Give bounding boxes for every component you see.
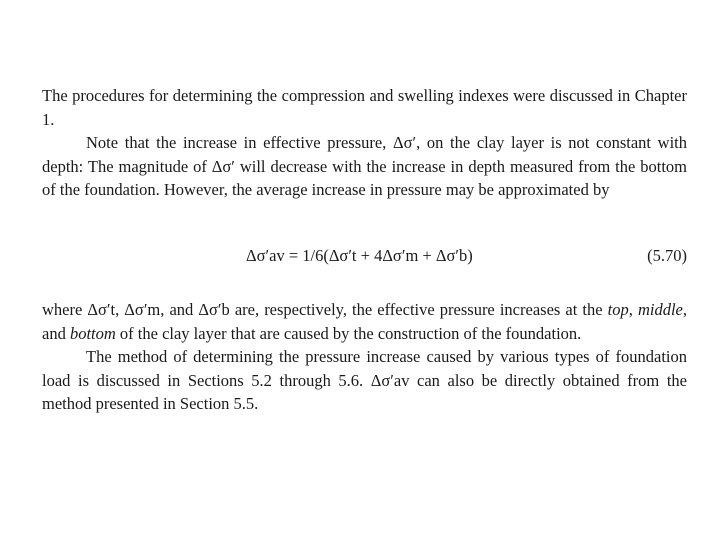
equation-number: (5.70)	[647, 246, 687, 265]
where-top: top	[607, 300, 629, 319]
text-block-top	[42, 84, 687, 202]
paragraph-method: The method of determining the pressure increase caused by various types of foundation load is discussed in Sections 5.2 through 5.6. Δσ′av can also be directly obtained from the method presented in Section 5.5.	[42, 347, 687, 413]
equation-line	[42, 246, 687, 272]
where-sep1: ,	[628, 300, 638, 319]
equation: Δσ′av = 1/6(Δσ′t + 4Δσ′m + Δσ′b)	[246, 246, 473, 265]
paragraph-where	[42, 298, 687, 345]
paragraph-indexes: The procedures for determining the compression and swelling indexes were discussed in Chapter 1.	[42, 86, 687, 129]
where-bottom: bottom	[69, 323, 116, 343]
paragraph-effective-pressure: Note that the increase in effective pressure, Δσ′, on the clay layer is not constant with depth: The magnitude of Δσ′ will decrease with the increase in depth measured from the bottom of the foundation. However, the average increase in pressure may be approximated by	[42, 133, 687, 199]
where-middle: middle	[637, 300, 683, 319]
where-tail: of the clay layer that are caused by the construction of the foundation.	[115, 323, 582, 343]
text-block-bottom	[42, 298, 687, 416]
where-sep2: , and	[42, 300, 688, 343]
where-lead: where Δσ′t, Δσ′m, and Δσ′b are, respectively, the effective pressure increases at the	[42, 300, 608, 319]
